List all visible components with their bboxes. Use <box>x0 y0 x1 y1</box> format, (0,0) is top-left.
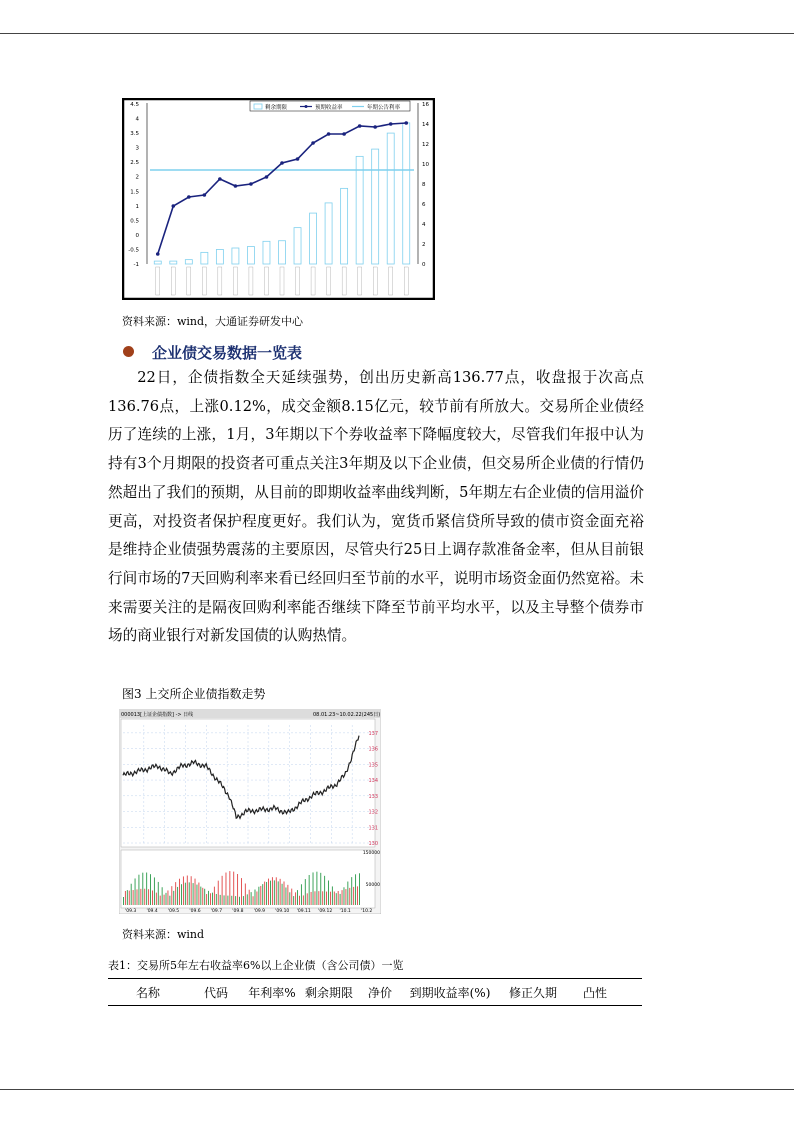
col-convexity: 凸性 <box>582 985 607 1000</box>
left-tick: -0.5 <box>128 247 139 254</box>
bar <box>294 228 301 264</box>
left-tick: 2 <box>135 174 139 181</box>
table-header-row <box>108 978 642 1006</box>
right-tick: 4 <box>422 222 426 228</box>
volume-bar <box>268 879 269 905</box>
volume-bar <box>309 875 310 905</box>
legend-ref: 年期公告利率 <box>367 105 401 111</box>
volume-bar <box>156 893 157 905</box>
volume-bar <box>210 893 211 905</box>
volume-bar <box>171 886 172 905</box>
volume-bar <box>227 896 228 905</box>
volume-bar <box>150 874 151 905</box>
price-tick: 132 <box>368 809 378 816</box>
volume-bar <box>233 872 234 905</box>
date-tick: '09.11 <box>296 909 311 914</box>
yield-point <box>373 125 377 129</box>
bar <box>279 241 286 264</box>
volume-bar <box>148 889 149 905</box>
paragraph-text: 22日，企债指数全天延续强势，创出历史新高136.77点，收盘报于次高点136.76点，上涨0.12%，成交金额8.15亿元，较节前有所放大。交易所企业债经历了连续的上涨，1月，3年期以下个券收益率下降幅度较大，尽管我们年报中认为持有3个月期限的投资者可重点关注3年期及以下企业债，但交易所企业债的行情仍然超出了我们的预期，从目前的即期收益率曲线判断，5年期左右企业债的信用溢价更高，对投资者保护程度更好。我们认为，宽货币紧信贷所导致的债市资金面充裕是维持企业债强势震荡的主要原因，尽管央行25日上调存款准备金率，但从目前银行间市场的7天回购利率来看已经回归至节前的水平，说明市场资金面仍然宽裕。未来需要关注的是隔夜回购利率能否继续下降至节前平均水平，以及主导整个债券市场的商业银行对新发国债的认购热情。 <box>108 369 644 645</box>
volume-bar <box>353 887 354 905</box>
volume-bar <box>222 876 223 905</box>
yield-point <box>171 204 175 208</box>
volume-bar <box>226 873 227 905</box>
volume-bar <box>179 879 180 905</box>
volume-bar <box>123 897 124 905</box>
header-rule <box>0 33 794 34</box>
volume-bar <box>173 891 174 905</box>
volume-bar <box>320 873 321 905</box>
volume-bar <box>332 886 333 905</box>
volume-bar <box>270 881 271 905</box>
col-code: 代码 <box>203 985 228 1000</box>
body-paragraph <box>108 364 644 651</box>
left-tick: 3 <box>135 145 139 152</box>
legend-bars: 剩余期限 <box>265 105 288 111</box>
date-tick: '09.5 <box>167 909 180 914</box>
figure3-caption: 图3 上交所企业债指数走势 <box>122 687 266 701</box>
volume-bar <box>338 891 339 905</box>
bar <box>372 149 379 264</box>
volume-bar <box>167 890 168 905</box>
volume-bar <box>133 890 134 905</box>
volume-bar <box>216 894 217 905</box>
volume-bar <box>340 894 341 905</box>
left-tick: 4.5 <box>130 102 139 108</box>
volume-bar <box>276 877 277 905</box>
volume-bar <box>324 876 325 905</box>
volume-bar <box>125 891 126 905</box>
volume-bar <box>295 892 296 905</box>
volume-bar <box>158 882 159 905</box>
volume-bar <box>239 897 240 905</box>
volume-bar <box>291 889 292 905</box>
volume-bar <box>297 890 298 905</box>
volume-bar <box>264 882 265 905</box>
date-tick: '09.3 <box>125 909 137 914</box>
volume-bar <box>253 896 254 905</box>
volume-bar <box>235 896 236 905</box>
volume-bar <box>160 896 161 905</box>
yield-point <box>249 182 253 186</box>
volume-bar <box>351 877 352 905</box>
volume-bar <box>284 881 285 905</box>
volume-bar <box>164 895 165 905</box>
volume-bar <box>129 891 130 905</box>
volume-bar <box>349 888 350 905</box>
volume-bar <box>237 874 238 905</box>
date-tick: '09.12 <box>318 909 333 914</box>
volume-bar <box>144 889 145 905</box>
index-chart <box>119 709 381 914</box>
bar <box>356 156 363 264</box>
volume-bar <box>272 877 273 905</box>
volume-bar <box>347 882 348 905</box>
volume-bar <box>287 885 288 905</box>
chart2-header-left: 000013[上证企债指数] -> 日线 <box>121 712 194 718</box>
source-note-2: 资料来源：wind <box>122 928 205 941</box>
yield-point <box>358 124 362 128</box>
bar <box>185 260 192 264</box>
volume-bar <box>162 887 163 905</box>
left-tick: 0.5 <box>130 218 139 225</box>
yield-point <box>311 141 315 145</box>
bar <box>325 203 332 264</box>
price-tick: 134 <box>368 778 378 785</box>
date-tick: '09.8 <box>232 909 244 914</box>
volume-bar <box>299 896 300 905</box>
price-tick: 131 <box>368 825 378 832</box>
bar <box>154 261 161 264</box>
volume-bar <box>266 882 267 905</box>
volume-bar <box>142 873 143 905</box>
volume-bar <box>135 878 136 905</box>
volume-bar <box>202 888 203 905</box>
volume-bar <box>318 891 319 905</box>
volume-bar <box>185 883 186 905</box>
left-tick: 1 <box>135 203 139 210</box>
right-tick: 12 <box>422 142 429 148</box>
volume-bar <box>154 877 155 905</box>
volume-bar <box>200 887 201 905</box>
price-tick: 130 <box>368 841 378 847</box>
right-tick: 6 <box>422 202 426 208</box>
volume-bar <box>293 896 294 905</box>
volume-bar <box>220 895 221 905</box>
volume-bar <box>212 893 213 905</box>
col-ytm: 到期收益率(%) <box>409 985 491 1000</box>
col-term: 剩余期限 <box>304 985 353 1000</box>
volume-bar <box>311 892 312 905</box>
right-tick: 14 <box>422 122 429 128</box>
left-tick: 4 <box>135 116 139 123</box>
volume-bar <box>326 892 327 905</box>
volume-bar <box>191 876 192 905</box>
left-tick: 1.5 <box>130 189 139 196</box>
source-note-1: 资料来源：wind，大通证券研发中心 <box>122 315 304 328</box>
volume-bar <box>357 886 358 905</box>
left-tick: -1 <box>133 262 139 268</box>
volume-bar <box>214 887 215 905</box>
volume-bar <box>138 875 139 905</box>
left-tick: 0 <box>135 232 139 239</box>
left-tick: 3.5 <box>130 131 139 138</box>
volume-bar <box>322 891 323 905</box>
yield-point <box>218 177 222 181</box>
volume-bar <box>169 896 170 905</box>
right-tick: 16 <box>422 102 429 108</box>
volume-bar <box>342 890 343 905</box>
yield-point <box>404 121 408 125</box>
yield-point <box>203 193 207 197</box>
yield-point <box>342 132 346 136</box>
yield-point <box>280 161 284 165</box>
volume-bar <box>328 880 329 905</box>
volume-bar <box>187 876 188 905</box>
volume-bar <box>355 874 356 905</box>
bar <box>263 241 270 264</box>
volume-bar <box>193 883 194 905</box>
right-tick: 10 <box>422 162 429 168</box>
bar <box>387 133 394 264</box>
volume-bar <box>262 884 263 905</box>
yield-point <box>327 132 331 136</box>
volume-bar <box>249 890 250 905</box>
date-tick: '09.7 <box>210 909 223 914</box>
volume-bar <box>260 886 261 905</box>
volume-bar <box>231 896 232 905</box>
bar <box>310 213 317 264</box>
volume-bar <box>183 876 184 905</box>
volume-bar <box>152 890 153 905</box>
volume-bar <box>280 879 281 905</box>
bond-table <box>108 978 642 1006</box>
col-duration: 修正久期 <box>508 985 557 1000</box>
volume-bar <box>334 892 335 905</box>
price-tick: 137 <box>368 730 378 737</box>
volume-bar <box>140 889 141 905</box>
volume-bar <box>336 893 337 905</box>
volume-bar <box>345 889 346 905</box>
bar <box>232 248 239 264</box>
yield-chart <box>122 98 435 300</box>
volume-bar <box>256 891 257 905</box>
volume-bar <box>241 878 242 905</box>
volume-bar <box>195 879 196 905</box>
yield-point <box>234 184 238 188</box>
volume-bar <box>208 891 209 905</box>
date-tick: '09.10 <box>275 909 290 914</box>
volume-bar <box>316 872 317 905</box>
yield-point <box>156 252 160 256</box>
yield-point <box>389 122 393 126</box>
date-tick: '10.2 <box>361 909 373 914</box>
date-tick: '09.4 <box>146 909 158 914</box>
left-tick: 2.5 <box>130 160 139 167</box>
volume-bar <box>243 896 244 905</box>
section-title: 企业债交易数据一览表 <box>152 344 303 362</box>
legend-line: 预期收益率 <box>315 105 343 111</box>
col-rate: 年利率% <box>248 985 296 1000</box>
price-tick: 135 <box>368 762 378 769</box>
volume-bar <box>229 871 230 905</box>
volume-bar <box>278 881 279 905</box>
volume-bar <box>218 881 219 905</box>
yield-point <box>296 157 300 161</box>
volume-bar <box>146 873 147 905</box>
volume-bar <box>197 885 198 905</box>
footer-rule <box>0 1089 794 1090</box>
volume-bar <box>305 879 306 905</box>
volume-bar <box>251 892 252 905</box>
volume-tick: 50000 <box>365 883 380 888</box>
volume-bar <box>258 887 259 905</box>
price-tick: 133 <box>368 793 378 800</box>
volume-bar <box>307 893 308 905</box>
bar <box>247 247 254 264</box>
volume-bar <box>313 872 314 905</box>
right-tick: 8 <box>422 182 426 188</box>
bar <box>341 188 348 264</box>
volume-bar <box>137 889 138 905</box>
bar <box>170 261 177 264</box>
bar <box>201 252 208 264</box>
date-tick: '09.9 <box>253 909 265 914</box>
bar <box>403 123 410 264</box>
volume-bar <box>198 883 199 905</box>
volume-bar <box>255 890 256 905</box>
chart2-header-right: 08.01.23~10.02.22(245日) <box>313 712 381 718</box>
col-price: 净价 <box>367 985 392 1000</box>
volume-bar <box>301 884 302 905</box>
volume-bar <box>274 880 275 905</box>
volume-bar <box>181 884 182 905</box>
volume-bar <box>289 892 290 905</box>
volume-bar <box>315 891 316 905</box>
volume-bar <box>206 894 207 905</box>
col-name: 名称 <box>135 985 160 1000</box>
table-caption: 表1：交易所5年左右收益率6%以上企业债（含公司债）一览 <box>108 959 404 972</box>
volume-bar <box>166 893 167 905</box>
yield-point <box>187 195 191 199</box>
volume-bar <box>177 887 178 905</box>
volume-bar <box>127 890 128 905</box>
volume-bar <box>303 895 304 905</box>
right-tick: 2 <box>422 242 426 248</box>
right-tick: 0 <box>422 262 426 268</box>
volume-bar <box>224 895 225 905</box>
volume-bar <box>330 892 331 905</box>
volume-bar <box>285 887 286 905</box>
legend <box>250 101 410 111</box>
volume-bar <box>131 884 132 905</box>
volume-bar <box>359 873 360 905</box>
yield-point <box>265 175 269 179</box>
volume-bar <box>204 889 205 905</box>
volume-bar <box>175 882 176 905</box>
volume-tick: 150000 <box>362 851 380 856</box>
price-tick: 136 <box>368 746 378 753</box>
volume-bar <box>344 887 345 905</box>
volume-bar <box>247 894 248 905</box>
date-tick: '10.1 <box>339 909 351 914</box>
bullet-icon <box>123 346 134 357</box>
volume-bar <box>189 882 190 905</box>
bar <box>216 249 223 264</box>
date-tick: '09.6 <box>189 909 201 914</box>
volume-bar <box>282 884 283 905</box>
volume-bar <box>245 883 246 905</box>
